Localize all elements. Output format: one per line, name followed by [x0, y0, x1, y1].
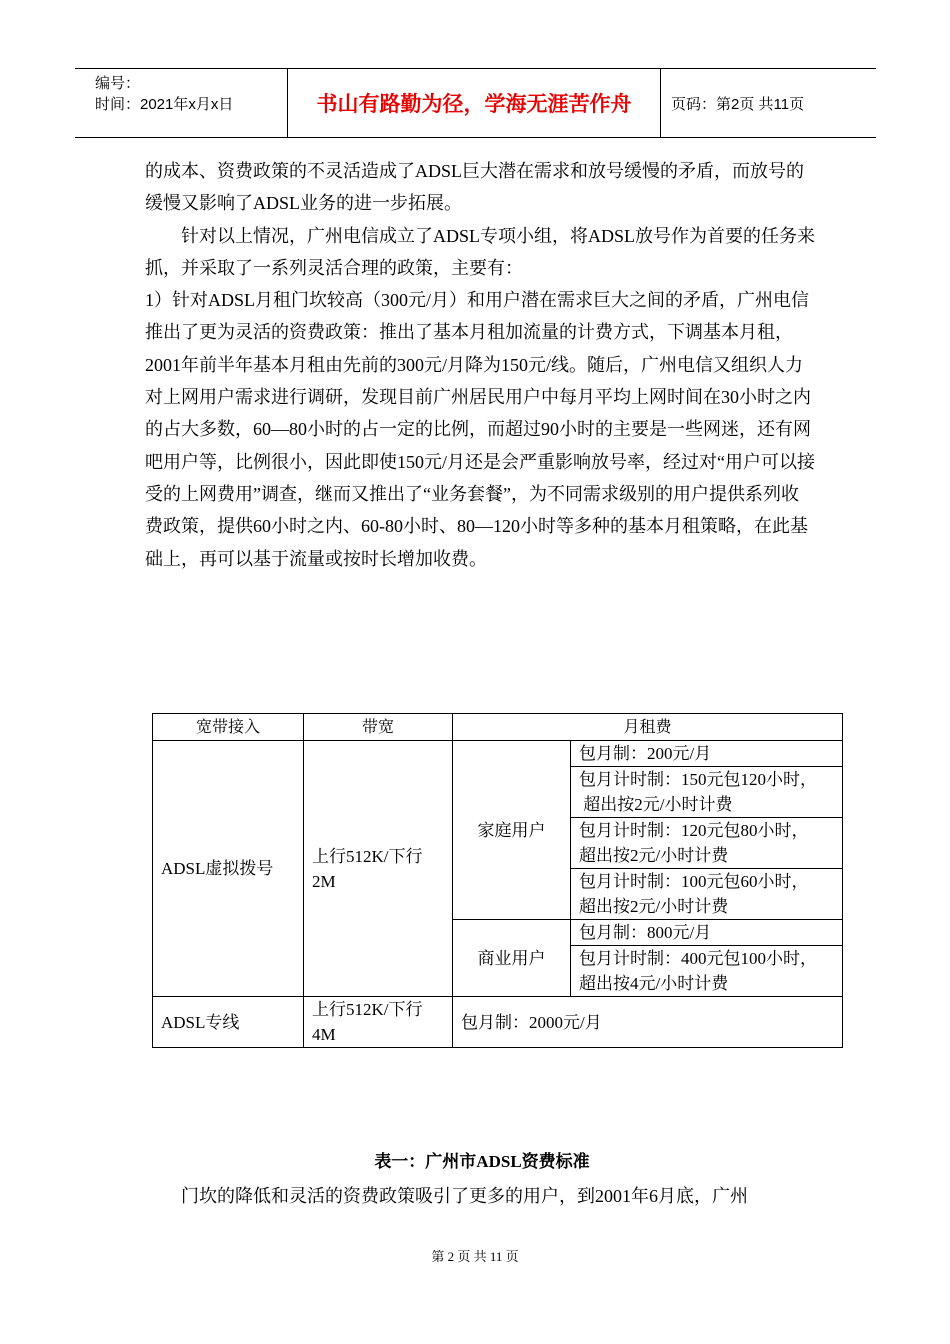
- body-text-top: [145, 155, 815, 575]
- header-page-label: 页码：第2页 共11页: [671, 95, 805, 113]
- tariff-table: [152, 713, 843, 1048]
- user-type-cell: 家庭用户: [453, 741, 571, 920]
- paragraph: 针对以上情况，广州电信成立了ADSL专项小组，将ADSL放号作为首要的任务来抓，并采取了一系列灵活合理的政策，主要有：: [145, 225, 816, 278]
- header-motto: 书山有路勤为径，学海无涯苦作舟: [316, 93, 632, 116]
- plan-cell: 包月计时制：100元包60小时， 超出按2元/小时计费: [571, 869, 843, 920]
- plan-cell: 包月计时制：150元包120小时， 超出按2元/小时计费: [571, 767, 843, 818]
- paragraph: 的成本、资费政策的不灵活造成了ADSL巨大潜在需求和放号缓慢的矛盾，而放号的缓慢又影响了ADSL业务的进一步拓展。: [145, 161, 805, 214]
- header-time-label: 时间：2021年x月x日: [95, 96, 234, 113]
- header-number-label: 编号：: [95, 75, 141, 92]
- paragraph: 门坎的降低和灵活的资费政策吸引了更多的用户，到2001年6月底，广州: [181, 1186, 748, 1206]
- table-header-row: [153, 714, 843, 741]
- plan-cell: 包月制：2000元/月: [453, 997, 843, 1048]
- table-row: [153, 741, 843, 767]
- plan-cell: 包月制：800元/月: [571, 920, 843, 946]
- bandwidth-cell: 上行512K/下行2M: [304, 741, 453, 997]
- table-header-cell: 月租费: [453, 714, 843, 741]
- table-header-cell: 宽带接入: [153, 714, 304, 741]
- table-header-cell: 带宽: [304, 714, 453, 741]
- header-divider: [660, 69, 661, 137]
- plan-cell: 包月计时制：120元包80小时， 超出按2元/小时计费: [571, 818, 843, 869]
- plan-cell: 包月计时制：400元包100小时， 超出按4元/小时计费: [571, 946, 843, 997]
- access-type-cell: ADSL专线: [153, 997, 304, 1048]
- access-type-cell: ADSL虚拟拨号: [153, 741, 304, 997]
- user-type-cell: 商业用户: [453, 920, 571, 997]
- header-meta: [95, 73, 287, 115]
- page-header: [75, 68, 876, 138]
- bandwidth-cell: 上行512K/下行4M: [304, 997, 453, 1048]
- plan-cell: 包月制：200元/月: [571, 741, 843, 767]
- page-footer: 第 2 页 共 11 页: [431, 1249, 519, 1264]
- table-row: [153, 997, 843, 1048]
- body-text-bottom: [145, 1180, 815, 1212]
- table-caption: 表一：广州市ADSL资费标准: [374, 1152, 590, 1171]
- paragraph: 1）针对ADSL月租门坎较高（300元/月）和用户潜在需求巨大之间的矛盾，广州电信推出了更为灵活的资费政策：推出了基本月租加流量的计费方式，下调基本月租，2001年前半年基本月租由先前的300元/月降为150元/线。随后，广州电信又组织人力对上网用户需求进行调研，发现目前广州居民用户中每月平均上网时间在30小时之内的占大多数，60—80小时的占一定的比例，而超过90小时的主要是一些网迷，还有网吧用户等，比例很小，因此即使150元/月还是会严重影响放号率，经过对“用户可以接受的上网费用”调查，继而又推出了“业务套餐”，为不同需求级别的用户提供系列收费政策，提供60小时之内、60-80小时、80—120小时等多种的基本月租策略，在此基础上，再可以基于流量或按时长增加收费。: [145, 290, 815, 569]
